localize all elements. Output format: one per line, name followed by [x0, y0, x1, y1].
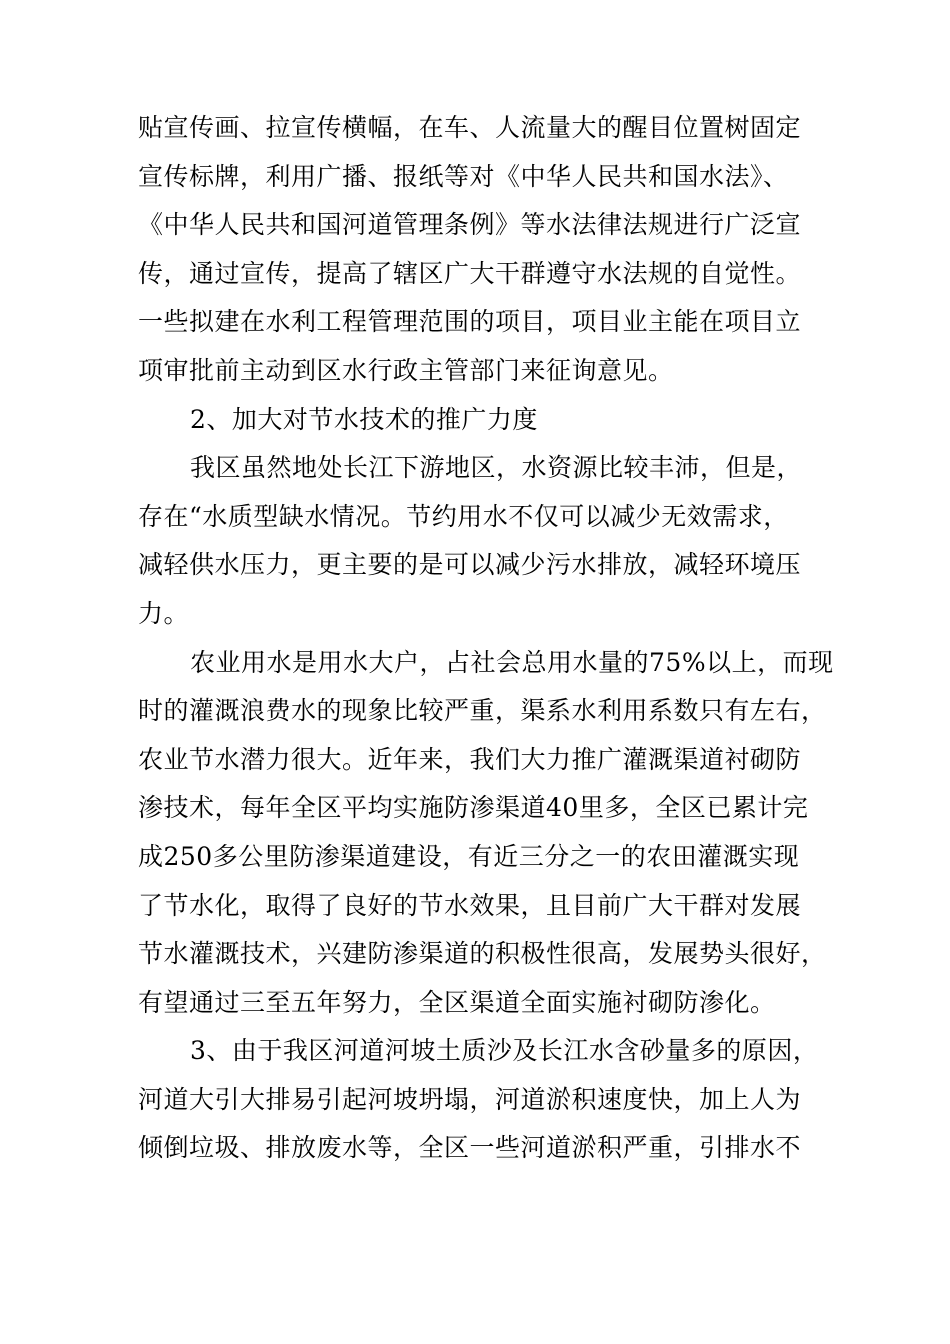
text-line-11: 力。	[138, 598, 190, 628]
text-line-8: 我区虽然地处长江下游地区，水资源比较丰沛，但是，	[190, 453, 803, 483]
text-line-9: 存在“水质型缺水情况。节约用水不仅可以减少无效需求，	[138, 501, 789, 531]
text-line-13: 时的灌溉浪费水的现象比较严重，渠系水利用系数只有左右，	[138, 696, 827, 726]
text-line-3: 《中华人民共和国河道管理条例》等水法律法规进行广泛宣	[138, 210, 802, 240]
text-line-22: 倾倒垃圾、排放废水等，全区一些河道淤积严重，引排水不	[138, 1133, 802, 1163]
text-line-1: 贴宣传画、拉宣传横幅，在车、人流量大的醒目位置树固定	[138, 113, 802, 142]
text-line-6: 项审批前主动到区水行政主管部门来征询意见。	[138, 355, 674, 385]
text-line-21: 河道大引大排易引起河坡坍塌，河道淤积速度快，加上人为	[138, 1084, 802, 1114]
text-line-19: 有望通过三至五年努力，全区渠道全面实施衬砌防渗化。	[138, 987, 776, 1017]
text-line-10: 减轻供水压力，更主要的是可以减少污水排放，减轻环境压	[138, 550, 802, 580]
text-line-4: 传，通过宣传，提高了辖区广大干群遵守水法规的自觉性。	[138, 258, 802, 288]
text-line-18: 节水灌溉技术，兴建防渗渠道的积极性很高，发展势头很好，	[138, 939, 827, 969]
section-heading-2: 2、加大对节水技术的推广力度	[190, 404, 538, 434]
text-line-16: 成250多公里防渗渠道建设，有近三分之一的农田灌溉实现	[138, 841, 800, 871]
text-line-12: 农业用水是用水大户，占社会总用水量的75%以上，而现	[190, 647, 834, 677]
section-heading-3: 3、由于我区河道河坡土质沙及长江水含砂量多的原因，	[190, 1036, 819, 1066]
text-line-2: 宣传标牌，利用广播、报纸等对《中华人民共和国水法》、	[138, 161, 789, 191]
text-line-14: 农业节水潜力很大。近年来，我们大力推广灌溉渠道衬砌防	[138, 744, 802, 774]
text-line-15: 渗技术，每年全区平均实施防渗渠道40里多，全区已累计完	[138, 793, 809, 823]
document-body	[138, 104, 838, 1173]
text-line-5: 一些拟建在水利工程管理范围的项目，项目业主能在项目立	[138, 307, 802, 337]
text-line-17: 了节水化，取得了良好的节水效果，且目前广大干群对发展	[138, 890, 802, 920]
